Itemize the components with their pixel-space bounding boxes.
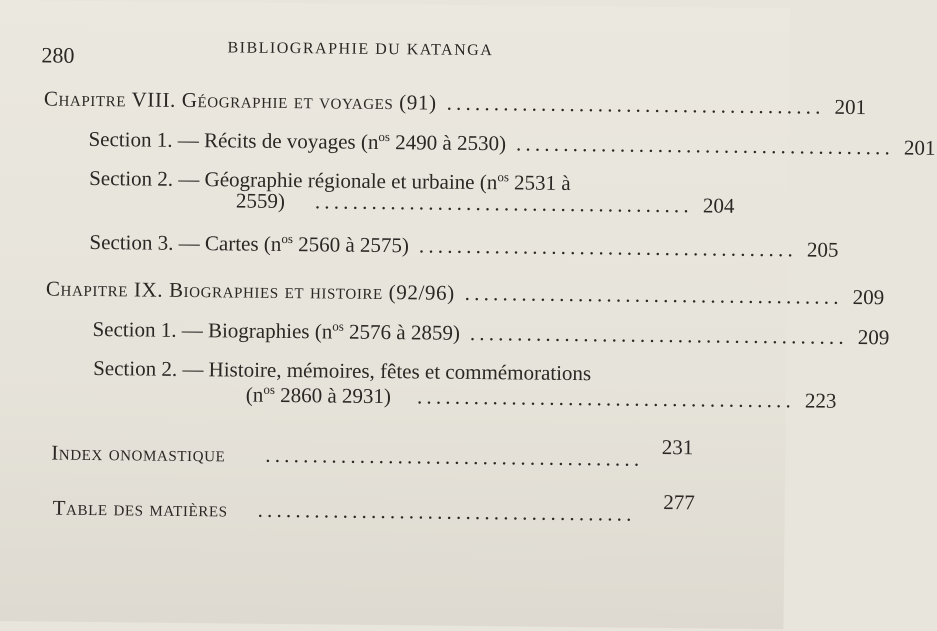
entry-page: 231	[661, 434, 694, 460]
toc-entry-index	[51, 434, 694, 473]
entry-page: 209	[857, 325, 890, 350]
entry-title: Section 1. — Biographies ($n^{os}$ 2576 à 2859)	[92, 316, 461, 345]
entry-page: 277	[663, 489, 695, 515]
entry-title: Section 2. — Géographie régionale et urbaine ($n^{os}$ 2531 à	[89, 165, 571, 195]
entry-page: 201	[903, 135, 936, 160]
entry-title: Section 2. — Histoire, mémoires, fêtes et commémorations	[93, 355, 592, 386]
entry-page: 201	[834, 94, 867, 120]
toc-entry-contents	[52, 489, 695, 528]
dot-leader: ........................................	[314, 189, 694, 218]
entry-title: Section 1. — Récits de voyages ($n^{os}$ 2490 à 2530)	[88, 126, 507, 156]
toc-entry-chapter-9	[45, 276, 885, 310]
entry-page: 209	[852, 284, 885, 310]
entry-title-cont: 2559)	[235, 188, 286, 213]
dot-leader: ........................................	[469, 320, 849, 349]
entry-title: Chapitre IX. Biographies et histoire (92/96)	[45, 276, 455, 305]
dot-leader: ........................................	[265, 442, 644, 471]
dot-leader: ........................................	[515, 131, 895, 160]
entry-title: Table des matières	[52, 495, 228, 522]
toc-entry-section-8-1	[88, 126, 936, 160]
entry-title-cont: ($n^{os}$ 2860 à 2931)	[245, 381, 392, 409]
dot-leader: ........................................	[446, 90, 825, 119]
dot-leader: ........................................	[257, 497, 636, 526]
entry-title: Section 3. — Cartes ($n^{os}$ 2560 à 2575)	[89, 229, 410, 258]
entry-page: 205	[806, 237, 839, 262]
entry-page: 204	[702, 193, 735, 218]
entry-title: Index onomastique	[51, 440, 226, 467]
toc-entry-section-8-2-line2	[235, 188, 735, 218]
toc-entry-section-9-2-line2	[245, 381, 837, 413]
toc-entry-section-9-1	[92, 316, 890, 350]
entry-title: Chapitre VIII. Géographie et voyages (91)	[43, 86, 437, 115]
dot-leader: ........................................	[418, 233, 798, 262]
dot-leader: ........................................	[464, 280, 843, 309]
page-number: 280	[41, 42, 75, 68]
dot-leader: ........................................	[416, 384, 796, 413]
running-head: BIBLIOGRAPHIE DU KATANGA	[227, 39, 494, 60]
toc-entry-chapter-8	[43, 86, 867, 120]
entry-page: 223	[804, 388, 837, 413]
toc-entry-section-8-3	[89, 229, 839, 262]
